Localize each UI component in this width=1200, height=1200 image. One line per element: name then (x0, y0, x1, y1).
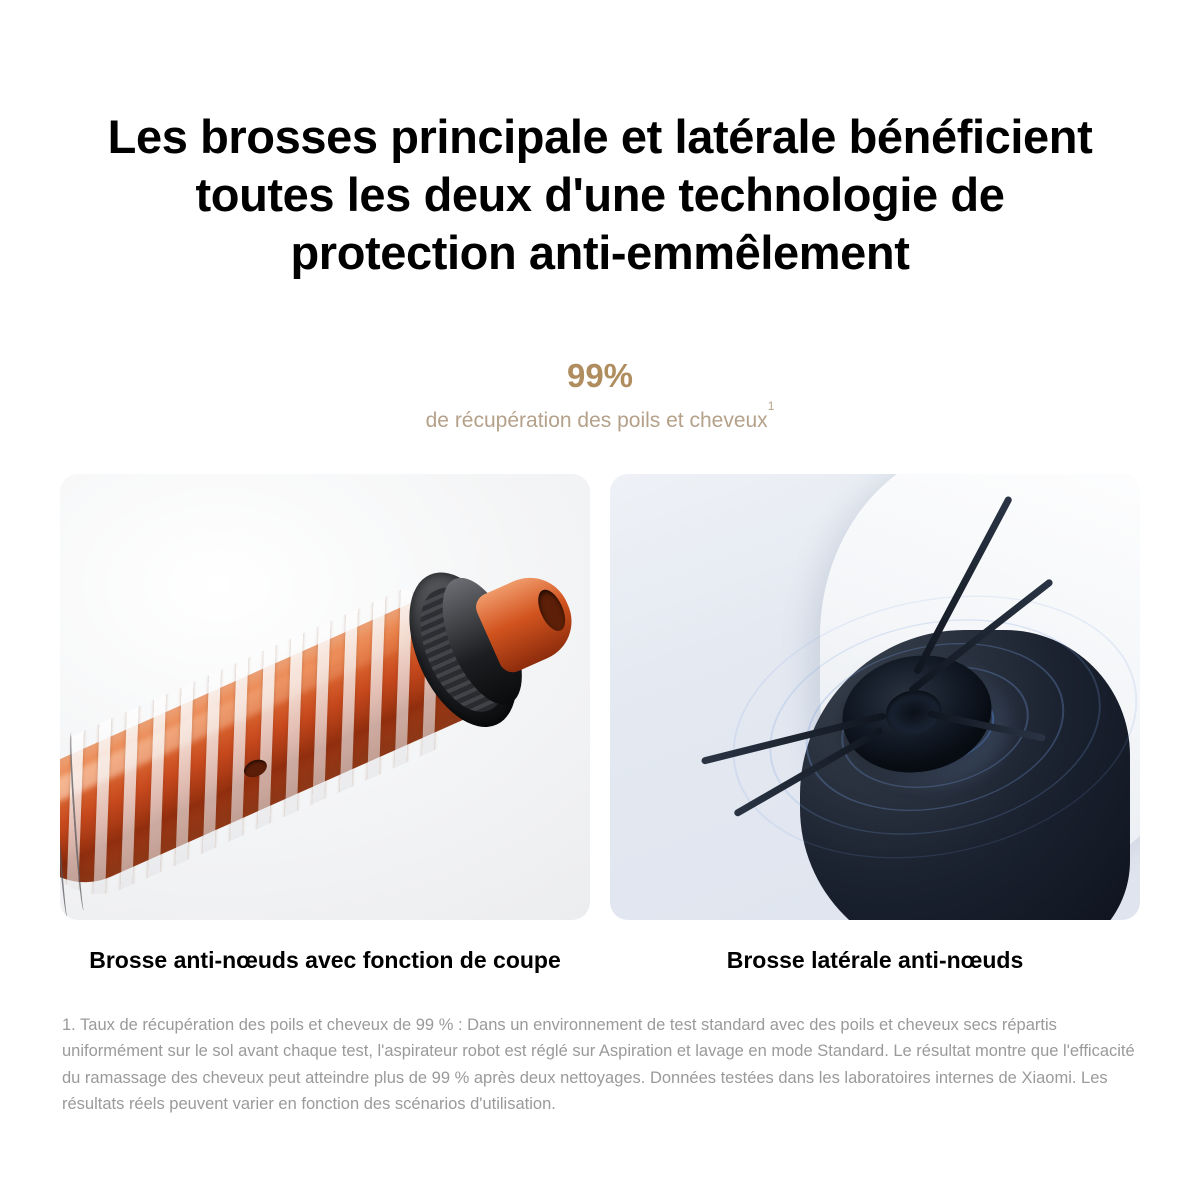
feature-card-list (60, 474, 1140, 975)
footnote-text: 1. Taux de récupération des poils et cheveux de 99 % : Dans un environnement de test standard avec des poils et cheveux secs répartis uniformément sur le sol avant chaque test, l'aspirateur robot est réglé sur Aspiration et lavage en mode Standard. Le résultat montre que l'efficacité du ramassage des cheveux peut atteindre plus de 99 % après deux nettoyages. Données testées dans les laboratoires internes de Xiaomi. Les résultats réels peuvent varier en fonction des scénarios d'utilisation. (62, 1016, 1135, 1114)
feature-card-main-brush (60, 474, 590, 975)
stat-block (0, 358, 1200, 433)
roller-group (60, 497, 590, 920)
page-title: Les brosses principale et latérale bénéficient toutes les deux d'une technologie de protection anti-emmêlement (107, 110, 1093, 279)
feature-card-side-brush (610, 474, 1140, 975)
footnote-marker: 1 (767, 399, 775, 414)
stat-caption (0, 399, 1200, 433)
stat-caption-text: de récupération des poils et cheveux (425, 409, 768, 433)
side-brush-photo (610, 474, 1140, 920)
main-roller-brush-photo (60, 474, 590, 920)
roller-illustration (60, 474, 590, 920)
feature-card-caption: Brosse latérale anti-nœuds (726, 947, 1024, 973)
stat-value: 99% (566, 357, 634, 394)
feature-card-caption: Brosse anti-nœuds avec fonction de coupe (89, 947, 561, 973)
